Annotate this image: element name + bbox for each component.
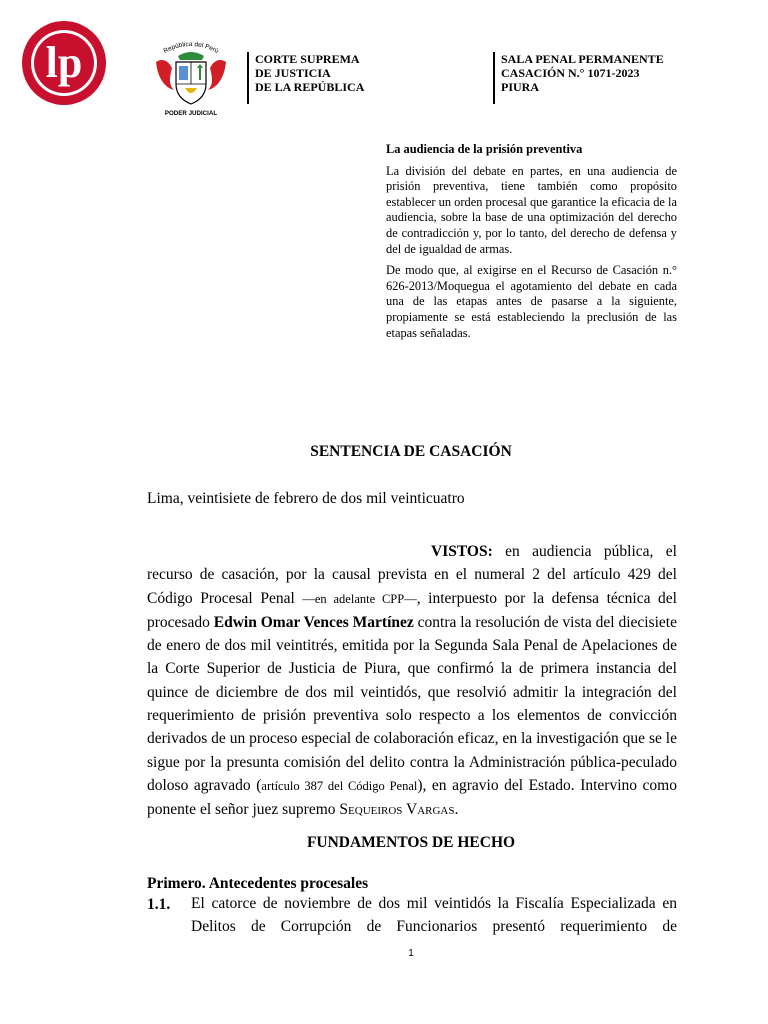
lp-logo (20, 19, 108, 107)
summary-box (386, 142, 677, 347)
vistos-abbrev: —en adelante CPP— (302, 591, 417, 606)
vistos-paragraph (147, 540, 677, 822)
court-name-line-3: DE LA REPÚBLICA (255, 80, 365, 94)
date-line: Lima, veintisiete de febrero de dos mil veinticuatro (147, 490, 465, 507)
chamber-name: SALA PENAL PERMANENTE (501, 52, 664, 66)
case-number: CASACIÓN N.° 1071-2023 (501, 66, 640, 80)
vistos-citation: artículo 387 del Código Penal (261, 778, 418, 793)
vistos-end: . (454, 801, 459, 819)
document-title: SENTENCIA DE CASACIÓN (310, 443, 512, 460)
court-name-line-2: DE JUSTICIA (255, 66, 331, 80)
page-number: 1 (408, 948, 414, 959)
subsection-heading: Primero. Antecedentes procesales (147, 875, 369, 892)
poder-judicial-crest (148, 40, 234, 118)
summary-paragraph-1: La división del debate en partes, en una audiencia de prisión preventiva, tiene también como propósito establecer un orden procesal que garantice la eficacia de la audiencia, sobre la base de una optimización del derecho de contradicción y, por lo tanto, del derecho de defensa y del de igualdad de armas. (386, 163, 677, 256)
svg-text:República del Perú: República del Perú (162, 40, 220, 55)
court-name-block (247, 52, 364, 104)
section-title: FUNDAMENTOS DE HECHO (306, 834, 516, 851)
paragraph-1-1: El catorce de noviembre de dos mil veintidós la Fiscalía Especializada en Delitos de Corrupción de Funcionarios presentó requerimiento de (191, 895, 677, 936)
case-location: PIURA (501, 80, 539, 94)
svg-text:lp: lp (45, 38, 83, 87)
vistos-text-b: , interpuesto por la defensa técnica del procesado (147, 589, 677, 631)
vistos-text-d: ), en agravio del Estado. Intervino como ponente el señor juez supremo (147, 776, 677, 819)
vistos-text-c: contra la resolución de vista del diecisiete de enero de dos mil veintitrés, emitida por la Segunda Sala Penal de Apelaciones de la Corte Superior de Justicia de Piura, que confirmó la de primera instancia del quince de diciembre de dos mil veintidós, que resolvió admitir la integración del requerimiento de prisión preventiva solo respecto a los elementos de convicción derivados de un proceso especial de colaboración eficaz, en la investigación que se le sigue por la presunta comisión del delito contra la Administración pública-peculado doloso agravado ( (147, 613, 677, 794)
paragraph-number: 1.1. (147, 896, 171, 913)
defendant-name: Edwin Omar Vences Martínez (213, 613, 414, 631)
vistos-text-a: en audiencia pública, el recurso de casación, por la causal prevista en el numeral 2 del artículo 429 del Código Procesal Penal (147, 543, 677, 607)
summary-title: La audiencia de la prisión preventiva (386, 142, 583, 156)
vistos-label: VISTOS: (431, 543, 493, 560)
case-info-block (493, 52, 664, 104)
summary-paragraph-2: De modo que, al exigirse en el Recurso de Casación n.° 626-2013/Moquegua el agotamiento del debate en cada una de las etapas antes de pasarse a la siguiente, propiamente se está estableciendo la preclusión de las etapas señaladas. (386, 263, 677, 340)
svg-text:PODER JUDICIAL: PODER JUDICIAL (164, 110, 218, 117)
judge-name: Sequeiros Vargas (339, 801, 455, 819)
court-name-line-1: CORTE SUPREMA (255, 52, 360, 66)
